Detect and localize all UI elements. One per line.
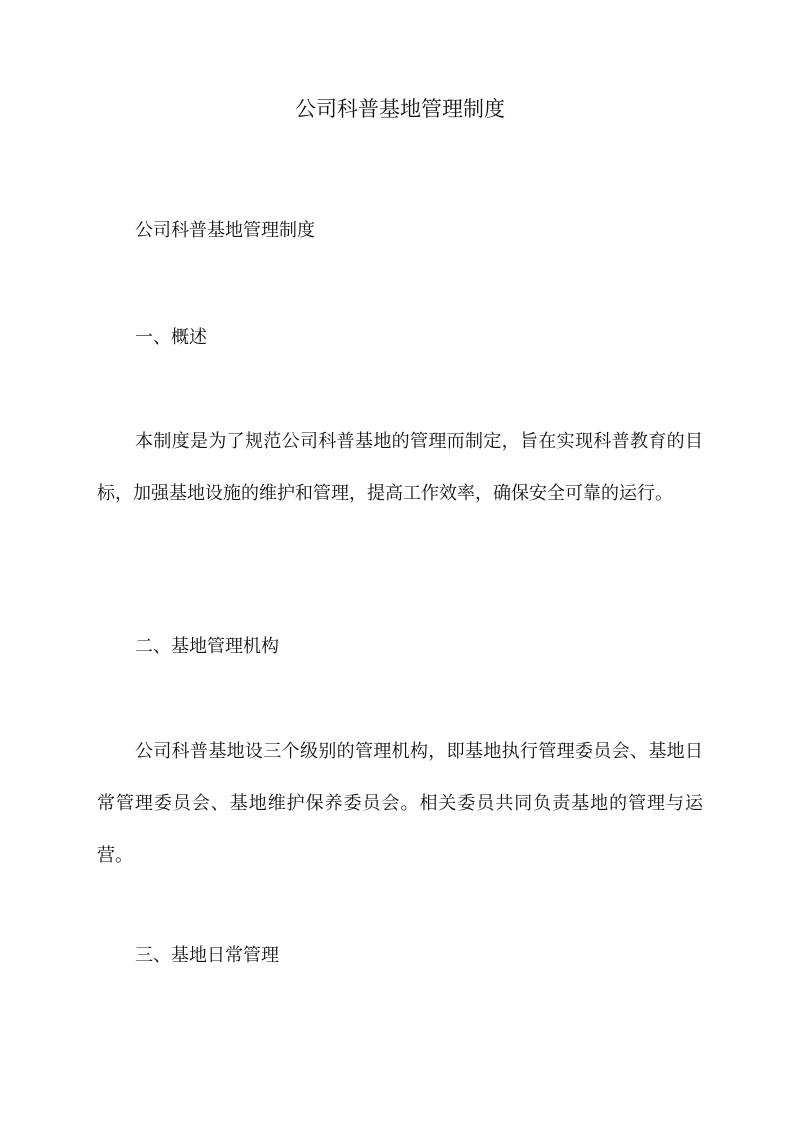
document-title: 公司科普基地管理制度: [295, 97, 505, 121]
section-heading-management-structure: 二、基地管理机构: [135, 636, 279, 657]
document-subtitle: 公司科普基地管理制度: [135, 220, 315, 241]
section-paragraph-management-structure: 公司科普基地设三个级别的管理机构，即基地执行管理委员会、基地日常管理委员会、基地维护保养委员会。相关委员共同负责基地的管理与运营。: [97, 741, 703, 866]
section-heading-overview: 一、概述: [135, 327, 207, 348]
section-heading-daily-management: 三、基地日常管理: [135, 945, 279, 966]
section-paragraph-overview: 本制度是为了规范公司科普基地的管理而制定，旨在实现科普教育的目标，加强基地设施的维护和管理，提高工作效率，确保安全可靠的运行。: [97, 431, 703, 504]
